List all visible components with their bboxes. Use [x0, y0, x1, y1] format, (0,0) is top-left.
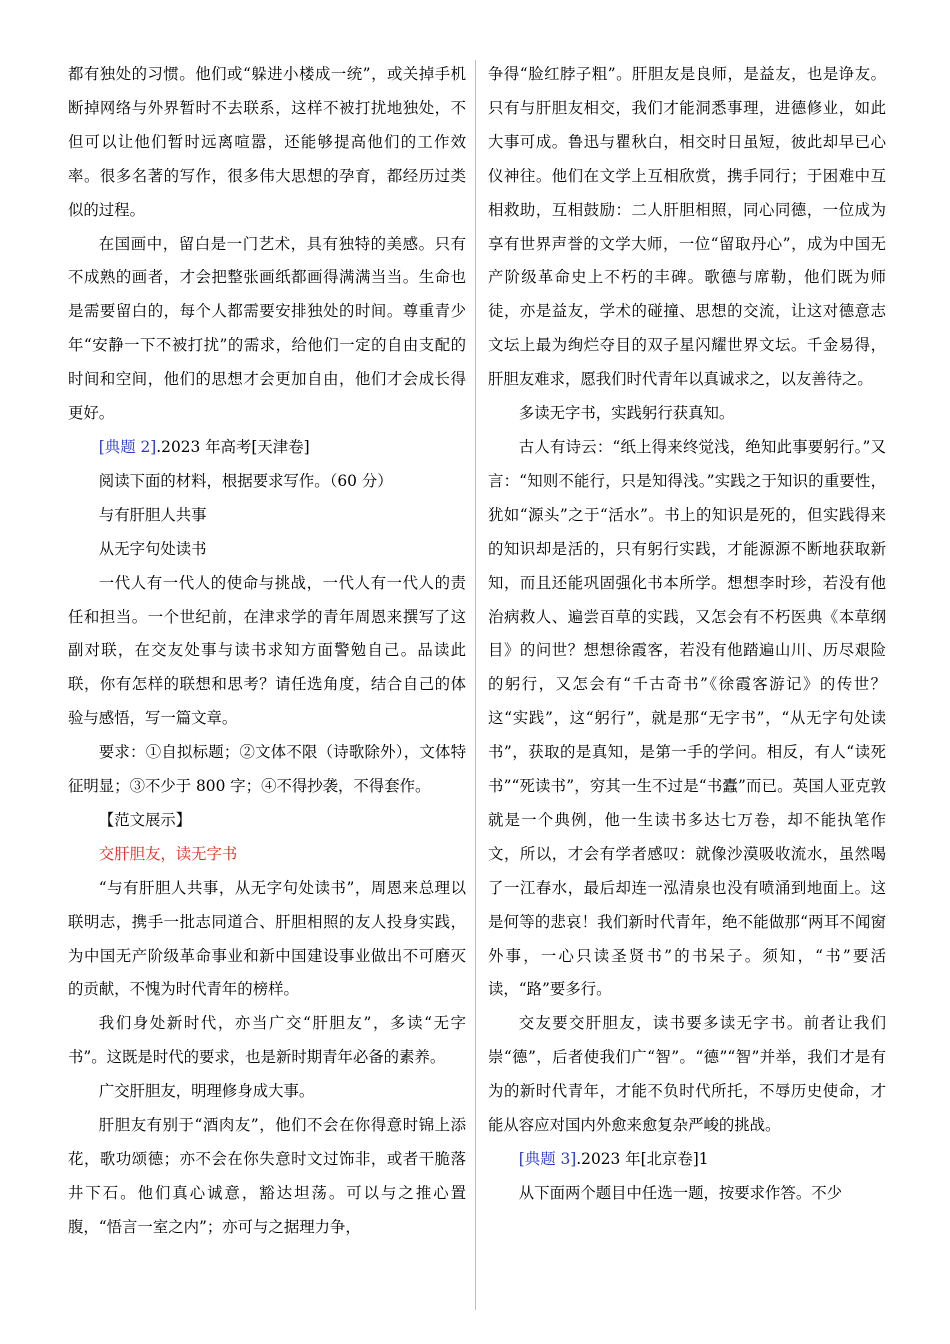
paragraph: 在国画中，留白是一门艺术，具有独特的美感。只有不成熟的画者，才会把整张画纸都画得满满当当。生命也是需要留白的，每个人都需要安排独处的时间。尊重青少年“安静一下不被打扰”的需求，给他们一定的自由支配的时间和空间，他们的思想才会更加自由，他们才会成长得更好。 — [68, 234, 466, 423]
couplet-line: 从无字句处读书 — [98, 539, 207, 558]
paragraph: 我们身处新时代，亦当广交“肝胆友”，多读“无字书”。这既是时代的要求，也是新时期青年必备的素养。 — [68, 1014, 466, 1067]
paragraph: 肝胆友有别于“酒肉友”，他们不会在你得意时锦上添花，歌功颂德；亦不会在你失意时文过饰非，或者干脆落井下石。他们真心诚意，豁达坦荡。可以与之推心置腹，“悟言一室之内”；亦可与之据理力争， — [68, 1116, 466, 1236]
paragraph: 广交肝胆友，明理修身成大事。 — [98, 1082, 315, 1101]
dianti3-heading — [488, 1143, 886, 1177]
essay-title: 交肝胆友，读无字书 — [98, 844, 238, 863]
left-column — [68, 58, 466, 1245]
paragraph: 争得“脸红脖子粗”。肝胆友是良师，是益友，也是诤友。只有与肝胆友相交，我们才能洞悉事理，进德修业，如此大事可成。鲁迅与瞿秋白，相交时日虽短，彼此却早已心仪神往。他们在文学上互相欣赏，携手同行；于困难中互相救助，互相鼓励：二人肝胆相照，同心同德，一位成为享有世界声誉的文学大师，一位“留取丹心”，成为中国无产阶级革命史上不朽的丰碑。歌德与席勒，他们既为师徒，亦是益友，学术的碰撞、思想的交流，让这对德意志文坛上最为绚烂夺目的双子星闪耀世界文坛。千金易得，肝胆友难求，愿我们时代青年以真诚求之，以友善待之。 — [488, 65, 886, 389]
paragraph: 从下面两个题目中任选一题，按要求作答。不少 — [518, 1183, 843, 1202]
instruction: 阅读下面的材料，根据要求写作。（60 分） — [98, 471, 393, 490]
paragraph: 交友要交肝胆友，读书要多读无字书。前者让我们崇“德”，后者使我们广“智”。“德”“智”并举，我们才是有为的新时代青年，才能不负时代所托，不辱历史使命，才能从容应对国内外愈来愈复杂严峻的挑战。 — [488, 1014, 886, 1135]
right-column — [488, 58, 886, 1211]
paragraph: 都有独处的习惯。他们或“躲进小楼成一统”，或关掉手机断掉网络与外界暂时不去联系，这样不被打扰地独处，不但可以让他们暂时远离喧嚣，还能够提高他们的工作效率。很多名著的写作，很多伟大思想的孕育，都经历过类似的过程。 — [68, 65, 466, 219]
fanwen-label: 【范文展示】 — [98, 810, 192, 829]
column-divider — [475, 60, 476, 1310]
paragraph: “与有肝胆人共事，从无字句处读书”，周恩来总理以联明志，携手一批志同道合、肝胆相照的友人投身实践，为中国无产阶级革命事业和新中国建设事业做出不可磨灭的贡献，不愧为时代青年的榜样。 — [68, 878, 466, 999]
dianti-source: .2023 年[北京卷]1 — [576, 1150, 709, 1168]
dianti2-heading — [68, 431, 466, 465]
requirements: 要求：①自拟标题；②文体不限（诗歌除外），文体特征明显；③不少于 800 字；④不得抄袭，不得套作。 — [68, 743, 466, 796]
dianti-source: .2023 年高考[天津卷] — [156, 437, 310, 456]
paragraph: 一代人有一代人的使命与挑战，一代人有一代人的责任和担当。一个世纪前，在津求学的青年周恩来撰写了这副对联，在交友处事与读书求知方面警勉自己。品读此联，你有怎样的联想和思考？请任选角度，结合自己的体验与感悟，写一篇文章。 — [68, 573, 466, 728]
dianti-tag: [典题 2] — [98, 437, 157, 456]
dianti-tag: [典题 3] — [518, 1150, 577, 1168]
paragraph: 多读无字书，实践躬行获真知。 — [518, 404, 735, 423]
paragraph: 古人有诗云：“纸上得来终觉浅，绝知此事要躬行。”又言：“知则不能行，只是知得浅。”实践之于知识的重要性，犹如“源头”之于“活水”。书上的知识是死的，但实践得来的知识却是活的，只有躬行实践，才能源源不断地获取新知，而且还能巩固强化书本所学。想想李时珍，若没有他治病救人、遍尝百草的实践，又怎会有不朽医典《本草纲目》的问世？想想徐霞客，若没有他踏遍山川、历尽艰险的躬行，又怎会有“千古奇书”《徐霞客游记》的传世？这“实践”，这“躬行”，就是那“无字书”，“从无字句处读书”，获取的是真知，是第一手的学问。相反，有人“读死书”“死读书”，穷其一生不过是“书蠹”而已。英国人亚克敦就是一个典例，他一生读书多达七万卷，却不能执笔作文，所以，才会有学者感叹：就像沙漠吸收流水，虽然喝了一江春水，最后却连一泓清泉也没有喷涌到地面上。这是何等的悲哀！我们新时代青年，绝不能做那“两耳不闻窗外事，一心只读圣贤书”的书呆子。须知，“书”要活读，“路”要多行。 — [488, 437, 886, 999]
couplet-line: 与有肝胆人共事 — [98, 505, 207, 524]
